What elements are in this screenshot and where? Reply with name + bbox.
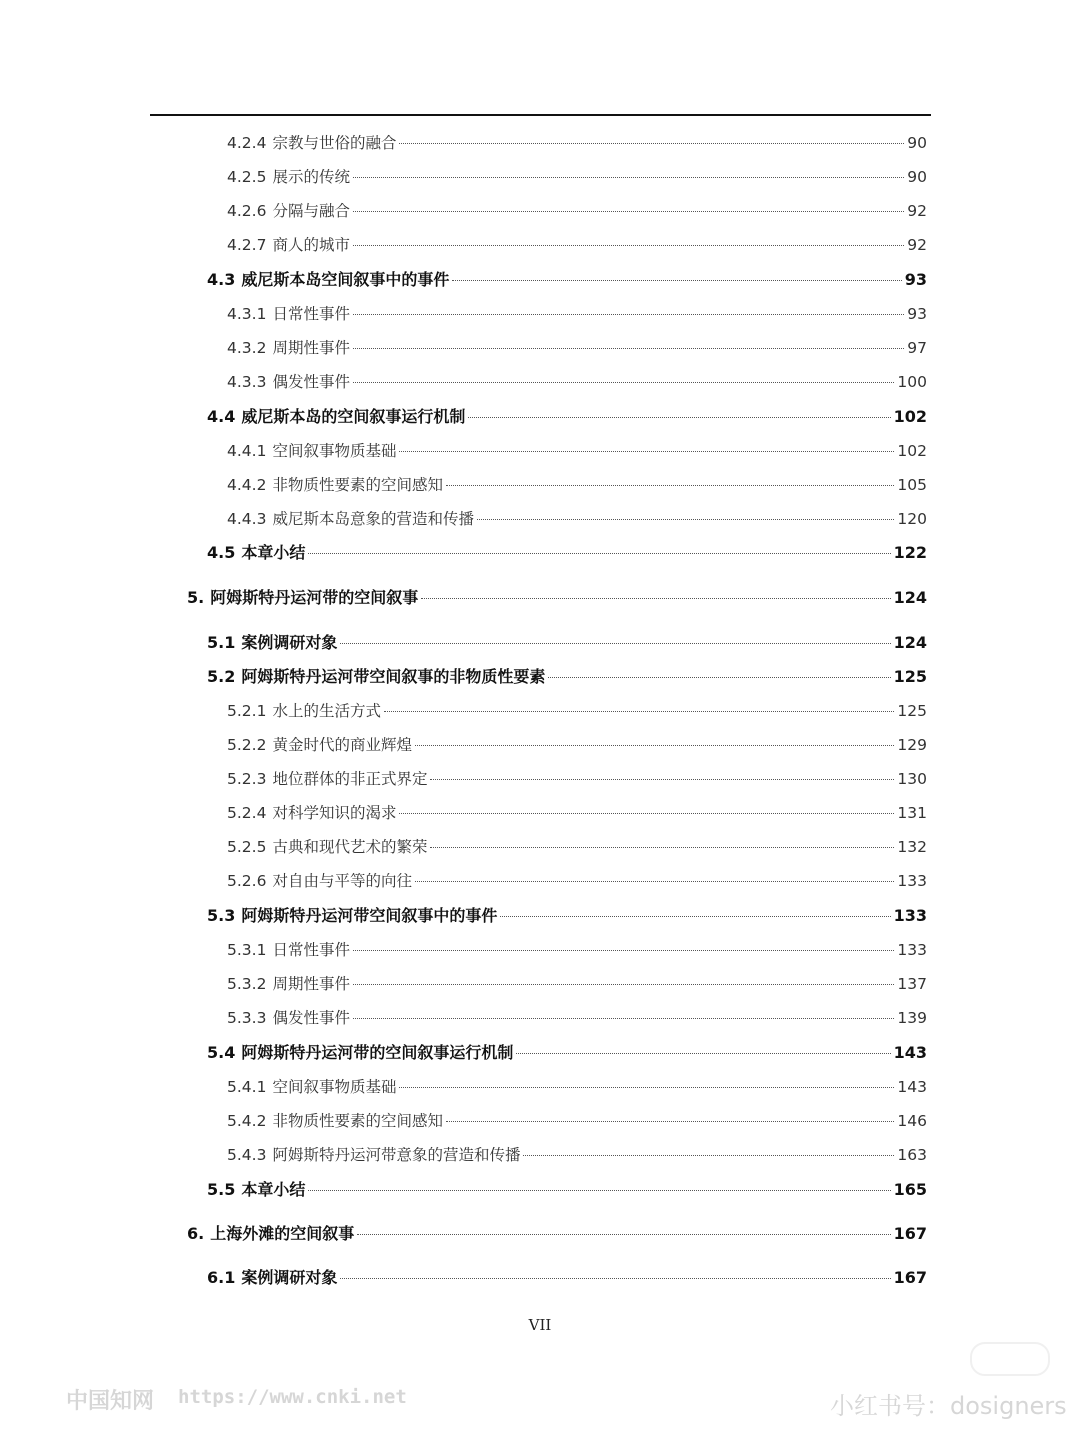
toc-entry-page: 133 <box>897 872 927 890</box>
toc-entry[interactable] <box>187 586 927 610</box>
toc-entry-title: 日常性事件 <box>272 941 350 959</box>
toc-dot-leader <box>340 643 890 644</box>
toc-entry-label <box>227 1143 520 1167</box>
toc-entry[interactable] <box>227 336 927 360</box>
toc-entry[interactable] <box>227 801 927 825</box>
page-number: VII <box>528 1316 552 1334</box>
toc-entry-label <box>227 507 474 531</box>
toc-entry-page: 165 <box>893 1180 927 1199</box>
toc-entry-label <box>227 473 443 497</box>
toc-entry-number: 4.2.5 <box>227 168 267 186</box>
toc-dot-leader <box>353 314 904 315</box>
toc-entry-title: 阿姆斯特丹运河带空间叙事中的事件 <box>241 906 498 925</box>
toc-dot-leader <box>468 417 890 418</box>
toc-entry-title: 对科学知识的渴求 <box>272 804 397 822</box>
toc-entry[interactable] <box>187 1222 927 1246</box>
toc-entry[interactable] <box>227 473 927 497</box>
toc-entry-page: 100 <box>897 373 927 391</box>
toc-dot-leader <box>516 1053 890 1054</box>
toc-entry[interactable] <box>227 972 927 996</box>
toc-entry-title: 威尼斯本岛的空间叙事运行机制 <box>241 407 466 426</box>
toc-entry-title: 偶发性事件 <box>272 373 350 391</box>
toc-dot-leader <box>353 211 904 212</box>
toc-dot-leader <box>353 382 894 383</box>
toc-entry[interactable] <box>207 631 927 655</box>
toc-entry-number: 5.4.3 <box>227 1146 267 1164</box>
toc-entry[interactable] <box>207 405 927 429</box>
toc-dot-leader <box>353 348 904 349</box>
toc-entry[interactable] <box>207 1266 927 1290</box>
toc-entry[interactable] <box>227 869 927 893</box>
toc-entry[interactable] <box>227 165 927 189</box>
toc-entry-label <box>187 586 418 610</box>
toc-entry-number: 4.4.3 <box>227 510 267 528</box>
toc-entry[interactable] <box>207 1178 927 1202</box>
toc-entry-page: 146 <box>897 1112 927 1130</box>
toc-entry-label <box>227 131 396 155</box>
toc-entry-title: 展示的传统 <box>272 168 350 186</box>
toc-dot-leader <box>548 677 890 678</box>
toc-entry-label <box>227 233 350 257</box>
toc-entry-title: 空间叙事物质基础 <box>272 442 397 460</box>
toc-entry[interactable] <box>227 233 927 257</box>
toc-entry-label <box>227 370 350 394</box>
toc-entry-page: 102 <box>897 442 927 460</box>
toc-entry-number: 5.3.2 <box>227 975 267 993</box>
toc-entry-number: 5.2.4 <box>227 804 267 822</box>
watermark-xiaohongshu: 小红书号：dosigners <box>830 1392 1067 1420</box>
toc-entry-label <box>227 733 412 757</box>
toc-entry-page: 143 <box>893 1043 927 1062</box>
toc-entry-title: 商人的城市 <box>272 236 350 254</box>
toc-entry-title: 非物质性要素的空间感知 <box>272 1112 443 1130</box>
toc-entry-label <box>207 405 465 429</box>
toc-entry-title: 阿姆斯特丹运河带意象的营造和传播 <box>272 1146 521 1164</box>
toc-entry-page: 163 <box>897 1146 927 1164</box>
toc-entry-label <box>227 869 412 893</box>
toc-entry-number: 5. <box>187 588 205 607</box>
toc-entry[interactable] <box>227 1006 927 1030</box>
toc-entry-number: 5.2.1 <box>227 702 267 720</box>
toc-entry-label <box>227 1109 443 1133</box>
toc-entry-page: 97 <box>907 339 927 357</box>
toc-entry-label <box>207 904 497 928</box>
toc-entry[interactable] <box>227 507 927 531</box>
toc-entry-label <box>227 165 350 189</box>
toc-entry-number: 6.1 <box>207 1268 236 1287</box>
toc-dot-leader <box>340 1278 890 1279</box>
toc-entry-page: 124 <box>893 588 927 607</box>
toc-entry-title: 黄金时代的商业辉煌 <box>272 736 412 754</box>
toc-entry-page: 167 <box>893 1268 927 1287</box>
toc-entry-number: 4.2.6 <box>227 202 267 220</box>
toc-entry-label <box>227 938 350 962</box>
toc-entry-label <box>227 699 381 723</box>
toc-entry-title: 地位群体的非正式界定 <box>272 770 428 788</box>
toc-entry-title: 水上的生活方式 <box>272 702 381 720</box>
toc-entry-label <box>227 336 350 360</box>
toc-entry-title: 上海外滩的空间叙事 <box>210 1224 355 1243</box>
toc-entry-number: 4.3.2 <box>227 339 267 357</box>
toc-entry-label <box>227 199 350 223</box>
toc-entry[interactable] <box>227 1143 927 1167</box>
toc-dot-leader <box>477 519 894 520</box>
toc-entry-number: 4.5 <box>207 543 236 562</box>
toc-entry[interactable] <box>227 1075 927 1099</box>
toc-entry-title: 阿姆斯特丹运河带的空间叙事 <box>210 588 419 607</box>
toc-entry-page: 125 <box>893 667 927 686</box>
toc-entry-title: 空间叙事物质基础 <box>272 1078 397 1096</box>
toc-entry-page: 129 <box>897 736 927 754</box>
toc-entry-number: 4.4.2 <box>227 476 267 494</box>
toc-entry-number: 5.2.6 <box>227 872 267 890</box>
toc-entry-number: 5.2.3 <box>227 770 267 788</box>
toc-entry-title: 偶发性事件 <box>272 1009 350 1027</box>
toc-entry-title: 案例调研对象 <box>241 633 338 652</box>
toc-entry-number: 4.4.1 <box>227 442 267 460</box>
toc-entry-page: 90 <box>907 134 927 152</box>
toc-dot-leader <box>308 553 890 554</box>
toc-entry[interactable] <box>227 199 927 223</box>
toc-entry-label <box>207 631 337 655</box>
toc-entry-page: 90 <box>907 168 927 186</box>
toc-dot-leader <box>452 280 901 281</box>
toc-entry-page: 120 <box>897 510 927 528</box>
toc-entry-number: 6. <box>187 1224 205 1243</box>
toc-entry[interactable] <box>227 699 927 723</box>
toc-dot-leader <box>357 1234 890 1235</box>
toc-dot-leader <box>399 1087 894 1088</box>
toc-entry[interactable] <box>207 1041 927 1065</box>
toc-entry-title: 案例调研对象 <box>241 1268 338 1287</box>
toc-dot-leader <box>430 847 894 848</box>
toc-dot-leader <box>430 779 894 780</box>
faint-stamp <box>970 1342 1050 1376</box>
toc-entry-label <box>227 801 396 825</box>
toc-entry-page: 122 <box>893 543 927 562</box>
toc-entry-label <box>227 302 350 326</box>
toc-dot-leader <box>421 598 890 599</box>
toc-dot-leader <box>446 485 894 486</box>
toc-entry-title: 威尼斯本岛意象的营造和传播 <box>272 510 474 528</box>
toc-entry-number: 5.3.3 <box>227 1009 267 1027</box>
toc-entry-page: 131 <box>897 804 927 822</box>
toc-entry[interactable] <box>227 733 927 757</box>
toc-entry-number: 5.2 <box>207 667 236 686</box>
toc-entry-title: 日常性事件 <box>272 305 350 323</box>
toc-entry[interactable] <box>227 439 927 463</box>
toc-entry-title: 分隔与融合 <box>272 202 350 220</box>
toc-entry-number: 4.3.3 <box>227 373 267 391</box>
toc-entry-page: 133 <box>897 941 927 959</box>
toc-entry-label <box>207 1178 305 1202</box>
toc-entry-number: 4.3 <box>207 270 236 289</box>
toc-dot-leader <box>446 1121 894 1122</box>
toc-entry-page: 124 <box>893 633 927 652</box>
toc-dot-leader <box>353 984 894 985</box>
toc-entry-label <box>227 767 427 791</box>
toc-entry-page: 139 <box>897 1009 927 1027</box>
toc-entry[interactable] <box>207 268 927 292</box>
watermark-url: https://www.cnki.net <box>178 1386 407 1408</box>
toc-entry-title: 周期性事件 <box>272 339 350 357</box>
toc-entry-number: 4.3.1 <box>227 305 267 323</box>
toc-entry-page: 93 <box>904 270 927 289</box>
toc-entry-number: 5.5 <box>207 1180 236 1199</box>
toc-entry-page: 133 <box>893 906 927 925</box>
toc-dot-leader <box>399 143 904 144</box>
toc-entry[interactable] <box>227 302 927 326</box>
toc-entry-number: 5.4.1 <box>227 1078 267 1096</box>
toc-entry-page: 102 <box>893 407 927 426</box>
toc-entry[interactable] <box>227 370 927 394</box>
toc-dot-leader <box>399 451 894 452</box>
toc-dot-leader <box>308 1190 890 1191</box>
toc-entry-title: 古典和现代艺术的繁荣 <box>272 838 428 856</box>
toc-entry[interactable] <box>227 131 927 155</box>
toc-entry-label <box>207 665 545 689</box>
toc-entry-label <box>227 972 350 996</box>
toc-entry-title: 对自由与平等的向往 <box>272 872 412 890</box>
watermark-cnki: 中国知网 <box>66 1389 155 1414</box>
toc-dot-leader <box>353 1018 894 1019</box>
toc-entry-page: 125 <box>897 702 927 720</box>
toc-entry-label <box>207 541 305 565</box>
toc-entry-number: 5.3 <box>207 906 236 925</box>
toc-entry-title: 阿姆斯特丹运河带空间叙事的非物质性要素 <box>241 667 546 686</box>
toc-entry[interactable] <box>227 835 927 859</box>
toc-entry-label <box>207 268 449 292</box>
toc-dot-leader <box>399 813 894 814</box>
toc-entry-page: 92 <box>907 202 927 220</box>
toc-entry-title: 本章小结 <box>241 543 306 562</box>
toc-entry-page: 167 <box>893 1224 927 1243</box>
toc-entry-label <box>207 1041 513 1065</box>
toc-entry-number: 5.1 <box>207 633 236 652</box>
toc-entry-title: 本章小结 <box>241 1180 306 1199</box>
toc-entry-title: 宗教与世俗的融合 <box>272 134 397 152</box>
toc-entry[interactable] <box>227 938 927 962</box>
toc-dot-leader <box>500 916 890 917</box>
toc-dot-leader <box>415 881 894 882</box>
toc-entry-label <box>187 1222 354 1246</box>
toc-entry-label <box>227 835 427 859</box>
toc-dot-leader <box>353 177 904 178</box>
toc-dot-leader <box>415 745 894 746</box>
toc-entry[interactable] <box>227 1109 927 1133</box>
toc-entry-page: 105 <box>897 476 927 494</box>
toc-entry-title: 周期性事件 <box>272 975 350 993</box>
toc-entry-number: 5.2.2 <box>227 736 267 754</box>
toc-entry-label <box>207 1266 337 1290</box>
toc-entry-page: 132 <box>897 838 927 856</box>
toc-entry-number: 5.2.5 <box>227 838 267 856</box>
toc-dot-leader <box>353 950 894 951</box>
toc-entry-title: 非物质性要素的空间感知 <box>272 476 443 494</box>
toc-entry-page: 137 <box>897 975 927 993</box>
toc-entry-page: 92 <box>907 236 927 254</box>
toc-entry-title: 威尼斯本岛空间叙事中的事件 <box>241 270 450 289</box>
toc-entry-number: 5.4 <box>207 1043 236 1062</box>
toc-entry-number: 5.4.2 <box>227 1112 267 1130</box>
toc-entry-number: 4.4 <box>207 407 236 426</box>
toc-entry-label <box>227 1075 396 1099</box>
toc-entry-page: 93 <box>907 305 927 323</box>
toc-entry-label <box>227 439 396 463</box>
toc-dot-leader <box>523 1155 894 1156</box>
toc-entry-title: 阿姆斯特丹运河带的空间叙事运行机制 <box>241 1043 514 1062</box>
toc-entry[interactable] <box>207 541 927 565</box>
toc-dot-leader <box>384 711 894 712</box>
toc-entry-number: 5.3.1 <box>227 941 267 959</box>
toc-entry-label <box>227 1006 350 1030</box>
toc-entry-page: 143 <box>897 1078 927 1096</box>
toc-dot-leader <box>353 245 904 246</box>
toc-entry-number: 4.2.7 <box>227 236 267 254</box>
toc-entry[interactable] <box>227 767 927 791</box>
toc-entry-page: 130 <box>897 770 927 788</box>
toc-entry[interactable] <box>207 665 927 689</box>
toc-entry[interactable] <box>207 904 927 928</box>
toc-entry-number: 4.2.4 <box>227 134 267 152</box>
